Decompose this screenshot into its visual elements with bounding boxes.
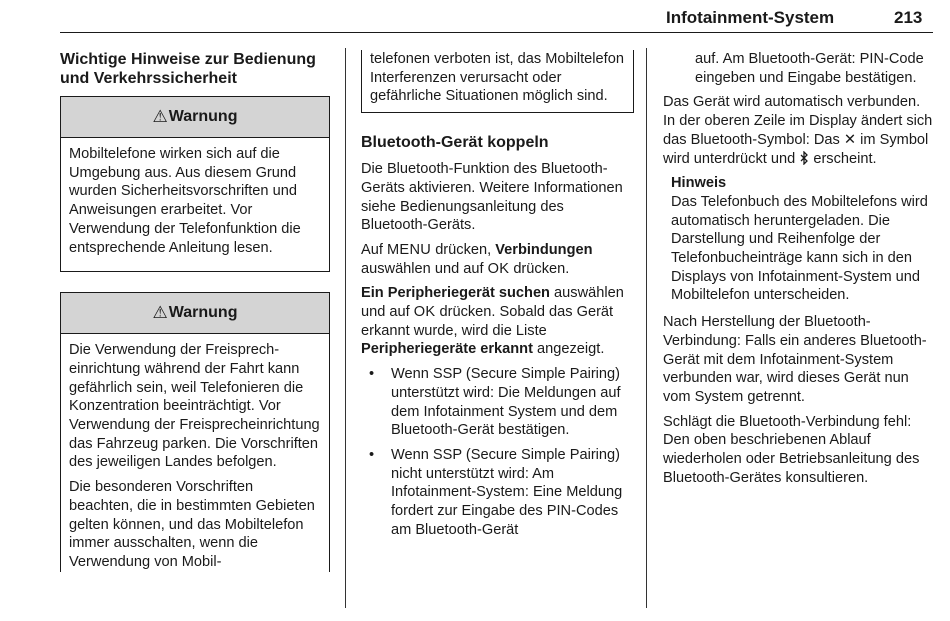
warning-header xyxy=(61,293,329,334)
ssp-bullet-list xyxy=(361,365,634,539)
list-item: • Wenn SSP (Secure Simple Pairing) unterstützt wird: Die Meldungen auf dem Infotainment System und dem Bluetooth-Gerät bestätigen. xyxy=(369,366,621,439)
warning-text: Mobiltelefone wirken sich auf die Umgebung aus. Aus diesem Grund wurden Sicherheitsvorschriften und Anweisungen erarbeitet. Vor Verwendung der Telefonfunktion die entsprechende Anleitung lesen. xyxy=(69,146,301,256)
verbindungen-item: Verbindungen xyxy=(495,241,593,258)
warning-continuation-text: telefonen verboten ist, das Mobiltelefon Interferenzen verursacht oder gefährliche Situationen möglich sind. xyxy=(370,51,624,105)
note-block xyxy=(663,174,935,305)
bullet-icon: • xyxy=(369,446,375,463)
column-3 xyxy=(663,50,935,493)
menu-key: MENU xyxy=(386,241,432,258)
column-2 xyxy=(361,50,634,545)
warning-label: Warnung xyxy=(168,107,238,125)
warning-box-1 xyxy=(60,96,330,272)
section-title: Infotainment-System xyxy=(666,8,835,27)
warning-continuation-box xyxy=(361,50,634,113)
page-number: 213 xyxy=(894,8,923,27)
failure-paragraph: Schlägt die Bluetooth-Verbindung fehl: Den oben beschriebenen Ablauf wiederholen oder Betriebsanleitung des Bluetooth-Gerätes konsultieren. xyxy=(663,413,920,486)
pairing-step-menu: Auf MENU drücken, Verbindungen auswählen und auf OK drücken. xyxy=(361,241,593,277)
bullet-icon: • xyxy=(369,366,375,383)
column-divider-2 xyxy=(646,48,647,608)
note-text: Das Telefonbuch des Mobiltelefons wird automatisch heruntergeladen. Die Darstellung und Reihenfolge der Telefonbucheinträge kann sich in den Displays von Infotainment-System und Mobiltelefon unterscheiden. xyxy=(671,193,928,304)
column-divider-1 xyxy=(345,48,346,608)
note-label: Hinweis xyxy=(671,175,727,192)
ok-key: OK xyxy=(487,260,510,277)
ok-key: OK xyxy=(413,304,436,321)
devices-found-list: Peripheriegeräte erkannt xyxy=(361,341,533,358)
pairing-step-search: Ein Peripheriegerät suchen auswählen und auf OK drücken. Sobald das Gerät erkannt wurde, wird die Liste Peripheriegeräte erkannt angezeigt. xyxy=(361,285,624,358)
warning-body xyxy=(61,138,329,271)
bullet-continuation: auf. Am Bluetooth-Gerät: PIN-Code eingeben und Eingabe bestätigen. xyxy=(695,51,924,86)
x-icon: ✕ xyxy=(843,131,857,148)
pairing-intro: Die Bluetooth-Funktion des Bluetooth-Geräts aktivieren. Weitere Informationen siehe Bedienungsanleitung des Bluetooth-Geräts. xyxy=(361,161,623,234)
warning-triangle-icon: ⚠ xyxy=(152,106,168,126)
warning-text: Die Verwendung der Freisprecheinrichtung während der Fahrt kann gefährlich sein, weil Telefonieren die Konzentration beeinträchtigt. Vor Verwendung der Freisprecheinrichtung das Fahrzeug parken. Die Vorschriften des jeweiligen Landes befolgen. xyxy=(69,342,320,471)
connection-paragraph: Das Gerät wird automatisch verbunden. In der oberen Zeile im Display ändert sich das Bluetooth-Symbol: Das ✕ im Symbol wird unterdrückt und erscheint. xyxy=(663,94,933,167)
pairing-heading: Bluetooth-Gerät koppeln xyxy=(361,134,549,152)
disconnect-paragraph: Nach Herstellung der Bluetooth-Verbindung: Falls ein anderes Bluetooth-Gerät mit dem Infotainment-System verbunden war, wird dieses Gerät nun vom System getrennt. xyxy=(663,314,927,405)
warning-triangle-icon: ⚠ xyxy=(152,302,168,322)
warning-body xyxy=(61,334,329,571)
search-device-item: Ein Peripheriegerät suchen xyxy=(361,285,550,302)
safety-heading: Wichtige Hinweise zur Bedienung und Verkehrssicherheit xyxy=(60,51,316,87)
warning-box-2 xyxy=(60,292,330,571)
list-item: • Wenn SSP (Secure Simple Pairing) nicht unterstützt wird: Am Infotainment-System: Eine Meldung fordert zur Eingabe des PIN-Codes am Bluetooth-Gerät xyxy=(369,446,623,538)
bluetooth-icon xyxy=(799,150,809,169)
column-1 xyxy=(60,50,330,592)
warning-label: Warnung xyxy=(168,303,238,321)
header-rule xyxy=(60,32,933,33)
warning-text: Die besonderen Vorschriften beachten, die in bestimmten Gebieten gelten können, und das Mobiltelefon immer ausschalten, wenn die Verwendung von Mobil- xyxy=(69,479,315,570)
warning-header xyxy=(61,97,329,138)
